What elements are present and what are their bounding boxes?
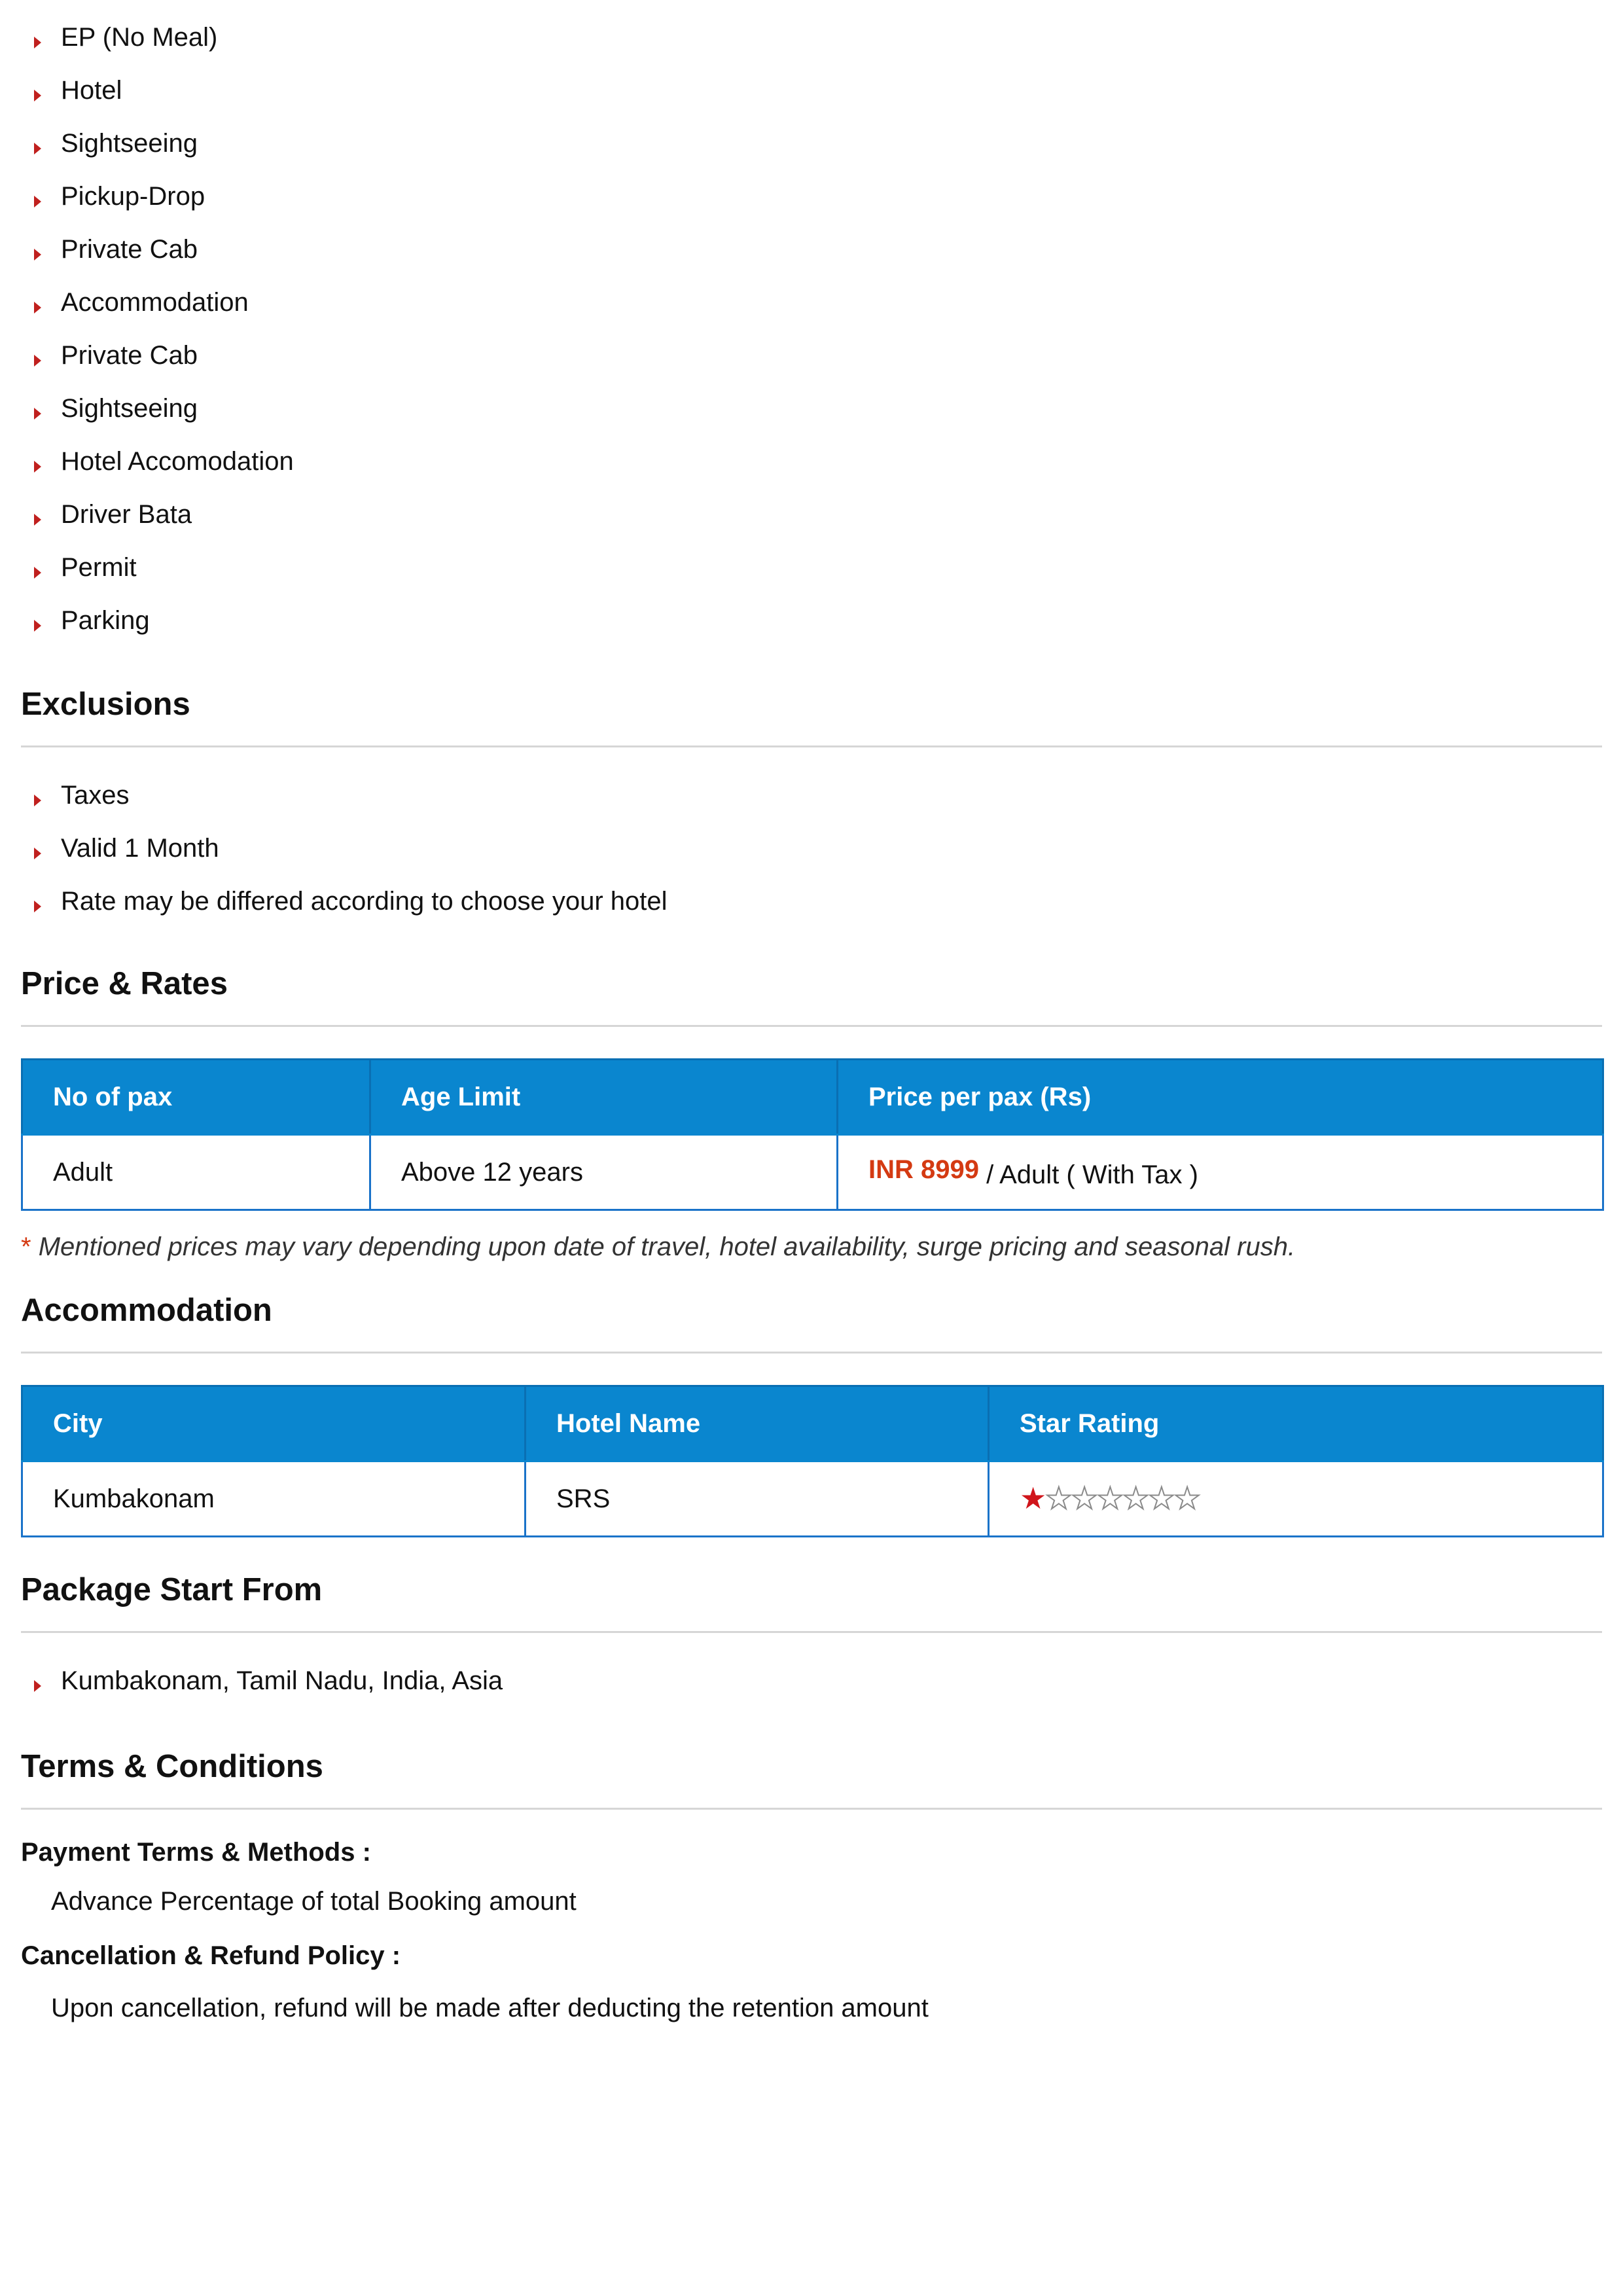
star-empty-icon: ★ [1096,1480,1122,1515]
section-divider [21,1631,1602,1633]
list-item-label: Sightseeing [61,394,198,423]
city-cell: Kumbakonam [22,1462,526,1537]
list-item [21,594,1602,647]
package-start-list [21,1655,1602,1708]
bullet-arrow-icon [34,795,41,806]
bullet-arrow-icon [34,37,41,48]
list-item-label: Driver Bata [61,500,192,529]
table-header-row [22,1386,1603,1462]
list-item [21,875,1602,928]
bullet-arrow-icon [34,408,41,420]
section-divider [21,1025,1602,1027]
bullet-arrow-icon [34,249,41,260]
star-filled-icon: ★ [1020,1480,1046,1515]
list-item [21,541,1602,594]
list-item [21,329,1602,382]
pax-cell: Adult [22,1135,370,1210]
section-title: Package Start From [21,1572,323,1607]
list-item-label: Sightseeing [61,129,198,158]
disclaimer-text: Mentioned prices may vary depending upon date of travel, hotel availability, surge pricing and seasonal rush. [38,1232,1296,1261]
list-item [21,1655,1602,1708]
section-divider [21,1352,1602,1354]
list-item [21,822,1602,875]
table-row [22,1135,1603,1210]
bullet-arrow-icon [34,848,41,859]
cancellation-policy-text: Upon cancellation, refund will be made after deducting the retention amount [51,1994,929,2022]
star-rating-cell [989,1462,1603,1537]
accommodation-table [21,1385,1604,1537]
exclusions-list [21,769,1602,928]
column-header-city: City [22,1386,526,1462]
column-header-pax: No of pax [22,1060,370,1135]
list-item-label: Hotel Accomodation [61,447,294,476]
bullet-arrow-icon [34,1680,41,1692]
price-amount: INR 8999 [868,1155,979,1184]
list-item [21,435,1602,488]
exclusions-section [21,685,1602,928]
list-item [21,382,1602,435]
star-empty-icon: ★ [1173,1480,1200,1515]
price-suffix: / Adult ( With Tax ) [986,1160,1198,1189]
asterisk-mark: * [21,1232,31,1261]
terms-section [21,1747,1602,2024]
bullet-arrow-icon [34,461,41,473]
list-item [21,769,1602,822]
section-title: Terms & Conditions [21,1749,323,1784]
bullet-arrow-icon [34,302,41,314]
table-header-row [22,1060,1603,1135]
bullet-arrow-icon [34,143,41,154]
list-item-label: Hotel [61,76,122,105]
bullet-arrow-icon [34,90,41,101]
package-details-page [21,0,1602,2024]
section-title: Accommodation [21,1293,272,1328]
list-item-label: EP (No Meal) [61,23,218,52]
column-header-price: Price per pax (Rs) [838,1060,1603,1135]
bullet-arrow-icon [34,514,41,526]
package-start-section [21,1570,1602,1708]
list-item-label: Rate may be differed according to choose your hotel [61,887,668,916]
bullet-arrow-icon [34,196,41,207]
section-divider [21,1808,1602,1810]
list-item-label: Private Cab [61,235,198,264]
star-empty-icon: ★ [1122,1480,1149,1515]
price-disclaimer [21,1230,1602,1263]
list-item-label: Kumbakonam, Tamil Nadu, India, Asia [61,1666,503,1695]
column-header-hotel: Hotel Name [526,1386,989,1462]
bullet-arrow-icon [34,620,41,632]
age-cell: Above 12 years [370,1135,838,1210]
price-rates-section [21,964,1602,1263]
accommodation-section [21,1291,1602,1537]
list-item [21,276,1602,329]
inclusions-list [21,11,1602,647]
column-header-age: Age Limit [370,1060,838,1135]
section-title: Exclusions [21,687,190,722]
list-item-label: Taxes [61,781,130,810]
price-table [21,1058,1604,1211]
list-item-label: Valid 1 Month [61,834,219,863]
list-item-label: Accommodation [61,288,249,317]
star-rating [1020,1480,1200,1515]
hotel-cell: SRS [526,1462,989,1537]
list-item [21,170,1602,223]
payment-terms-text: Advance Percentage of total Booking amount [51,1887,577,1916]
star-empty-icon: ★ [1071,1480,1097,1515]
star-empty-icon: ★ [1148,1480,1174,1515]
column-header-star-rating: Star Rating [989,1386,1603,1462]
cancellation-policy-heading: Cancellation & Refund Policy : [21,1941,401,1970]
list-item-label: Parking [61,606,150,635]
list-item [21,223,1602,276]
star-empty-icon: ★ [1045,1480,1071,1515]
price-cell [838,1135,1603,1210]
section-title: Price & Rates [21,966,228,1001]
section-divider [21,745,1602,747]
bullet-arrow-icon [34,355,41,367]
list-item [21,64,1602,117]
bullet-arrow-icon [34,567,41,579]
list-item [21,117,1602,170]
list-item-label: Permit [61,553,137,582]
list-item [21,11,1602,64]
bullet-arrow-icon [34,901,41,912]
list-item-label: Private Cab [61,341,198,370]
list-item-label: Pickup-Drop [61,182,205,211]
payment-terms-heading: Payment Terms & Methods : [21,1838,371,1867]
list-item [21,488,1602,541]
table-row [22,1462,1603,1537]
